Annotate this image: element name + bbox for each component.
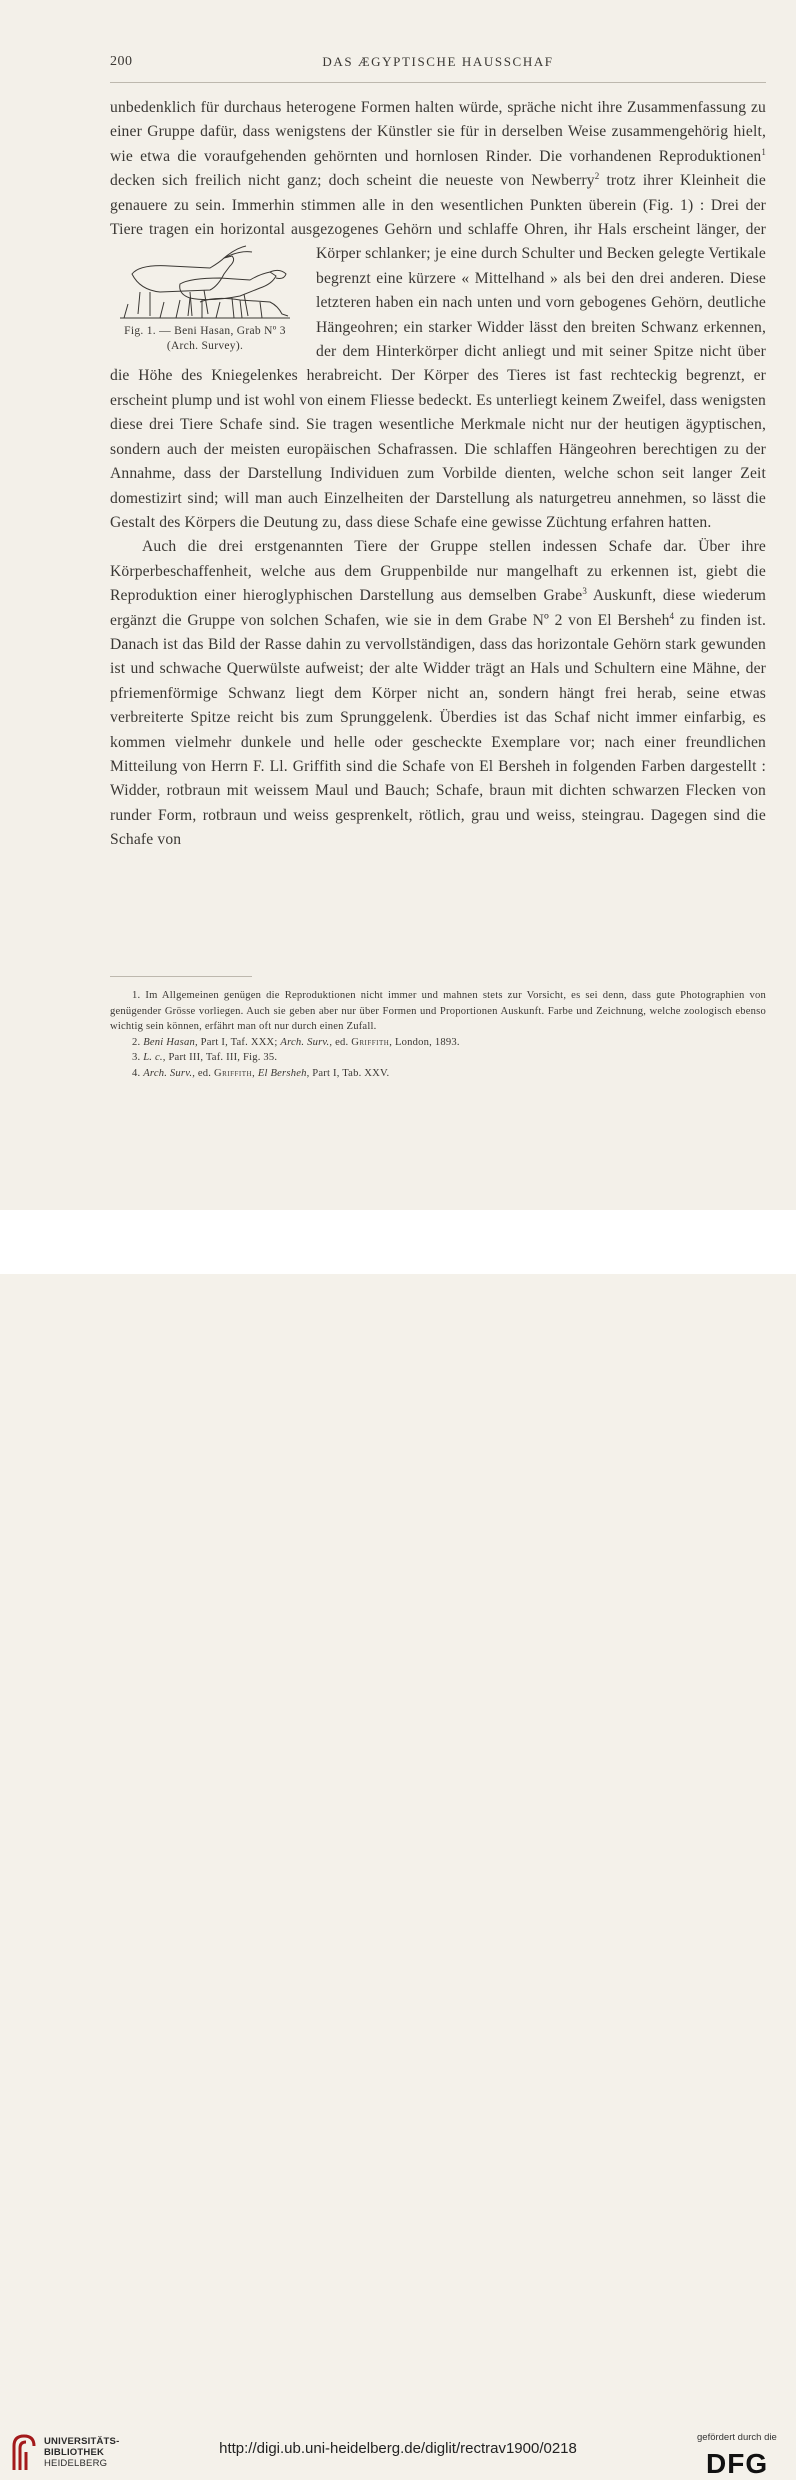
- footnote: 4. Arch. Surv., ed. Griffith, El Bersheh, Part I, Tab. XXV.: [132, 1067, 390, 1079]
- footnote-ref: 3: [582, 585, 587, 596]
- footnotes: [110, 988, 766, 1082]
- running-head: [110, 54, 766, 76]
- paragraph-text: trotz ihrer Kleinheit die genauere zu sein. Immerhin stimmen alle in den wesentlichen Punkten überein (Fig. 1) : Drei der Tiere tragen ein horizontal ausgezogenes Gehörn und schlaffe Ohren, ihr Hals erscheint: [110, 172, 766, 239]
- sheep-illustration: [120, 244, 290, 322]
- funding-caption: gefördert durch die: [697, 2432, 777, 2443]
- permalink-url[interactable]: http://digi.ub.uni-heidelberg.de/diglit/rectrav1900/0218: [219, 2440, 577, 2457]
- footnote-ref: 4: [669, 610, 675, 621]
- footnote-ref: 2: [594, 171, 600, 182]
- footnote-ref: 1: [761, 146, 766, 157]
- page-number: 200: [110, 54, 133, 69]
- footnote: 3. L. c., Part III, Taf. III, Fig. 35.: [132, 1052, 278, 1064]
- main-text: [110, 96, 766, 853]
- digitization-footer: [0, 1210, 796, 2479]
- header-rule: [110, 82, 766, 83]
- running-title: DAS ÆGYPTISCHE HAUSSCHAF: [322, 54, 554, 69]
- paragraph: Auch die drei erstgenannten Tiere der Gruppe stellen indessen Schafe dar. Über ihre Körperbeschaffenheit, welche aus dem Gruppenbilde nur mangelhaft zu erkennen ist, giebt die Reproduktion einer hieroglyphischen Darstellung aus demselben Grabe$^3$ Auskunft, diese wiederum ergänzt die Gruppe von solchen Schafen, wie sie in dem Grabe Nº 2 von El Bersheh$^4$ zu finden ist. Danach ist das Bild der Rasse dahin zu vervollständigen, dass das horizontale Gehörn stark gewunden ist und schwache Querwülste aufweist; der alte Widder trägt an Hals und Schultern eine Mähne, der pfriemenförmige Schwanz liegt dem Körper nicht an, sondern hängt frei herab, seine etwas verbreiterte Spitze reicht bis zum Sprunggelenk. Überdies ist das Schaf nicht immer einfarbig, es kommen vielmehr dunkele und helle oder gescheckte Exemplare vor; nach einer freundlichen Mitteilung von Herrn F. Ll. Griffith sind die Schafe von El Bersheh in folgenden Farben dargestellt : Widder, rotbraun mit weissem Maul und Bauch; Schafe, braun mit dichten schwarzen Flecken von runder Form, rotbraun und weiss gesprenkelt, rötlich, grau und weiss, steingrau. Dagegen sind die Schafe von: [110, 538, 767, 849]
- footnote: 2. Beni Hasan, Part I, Taf. XXX; Arch. Surv., ed. Griffith, London, 1893.: [132, 1036, 460, 1048]
- book-page: [0, 0, 796, 1210]
- paragraph-text: länger, der Körper schlanker; je eine durch Schulter und Becken gelegte Vertikale begrenzt eine kürzere « Mittelhand » als bei den drei anderen. Diese letzteren haben ein nach unten und vorn gebogenes Gehörn, deutliche Hängeohren; ein starker Widder lässt den breiten Schwanz erkennen, der dem Hinterkörper dicht anliegt und mit seiner Spitze nicht über die Höhe des Kniegelenkes herabreicht. Der Körper des Tieres ist fast rechteckig begrenzt, er erscheint plump und ist wohl von einem Fliesse bedeckt. Es unterliegt keinem Zweifel, dass wenigsten diese drei Tiere Schafe sind. Sie tragen wesentliche Merkmale nicht nur der heutigen ägyptischen, sondern auch der meisten europäischen Schafrassen. Die schlaffen Hängeohren berechtigen zu der Annahme, dass der Darstellung Individuen zum Vorbilde dienten, welche schon seit langer Zeit domestizirt sind; will man auch Einzelheiten der Darstellung als naturgetreu annehmen, so lässt die Gestalt des Körpers die Deutung zu, dass diese Schafe eine gewisse Züchtung erfahren hatten.: [110, 221, 766, 531]
- footnote-rule: [110, 976, 252, 977]
- figure-caption: Fig. 1. — Beni Hasan, Grab Nº 3 (Arch. Survey).: [124, 325, 286, 353]
- footnote: 1. Im Allgemeinen genügen die Reproduktionen nicht immer und mahnen stets zur Vorsicht, es sei denn, dass gute Photographien von genügender Grösse vorliegen. Auch sie geben aber nur über Formen und Proportionen Auskunft. Farbe und Zeichnung, welche zoologisch ebenso wichtig sein können, erfährt man oft nur durch einen Zufall.: [110, 990, 766, 1033]
- dfg-logo[interactable]: DFG: [706, 2448, 769, 2479]
- library-name: UNIVERSITÄTS- BIBLIOTHEK HEIDELBERG: [44, 2436, 120, 2469]
- figure-sheep-group: [102, 242, 308, 362]
- paragraph: unbedenklich für durchaus heterogene Formen halten würde, spräche nicht ihre Zusammenfassung zu einer Gruppe dafür, dass wenigstens der Künstler sie für in derselben Weise zusammengehörig hielt, wie etwa die voraufgehenden gehörnten und hornlosen Rinder. Die vorhandenen Reproduktionen$^1$ decken sich freilich nicht ganz; doch scheint die neueste von Newberry$^2$ trotz ihrer Kleinheit die genauere zu sein. Immerhin stimmen alle in den wesentlichen Punkten überein (Fig. 1) : Drei der Tiere tragen ein horizontal ausgezogenes Gehörn und schlaffe Ohren, ihr Hals erscheint Fig. 1. — Beni Hasan, Grab Nº 3 (Arch. Survey). länger, der Körper schlanker; je eine durch Schulter und Becken gelegte Vertikale begrenzt eine kürzere « Mittelhand » als bei den drei anderen. Diese letzteren haben ein nach unten und vorn gebogenes Gehörn, deutliche Hängeohren; ein starker Widder lässt den breiten Schwanz erkennen, der dem Hinterkörper dicht anliegt und mit seiner Spitze nicht über die Höhe des Kniegelenkes herabreicht. Der Körper des Tieres ist fast rechteckig begrenzt, er erscheint plump und ist wohl von einem Fliesse bedeckt. Es unterliegt keinem Zweifel, dass wenigsten diese drei Tiere Schafe sind. Sie tragen wesentliche Merkmale nicht nur der heutigen ägyptischen, sondern auch der meisten europäischen Schafrassen. Die schlaffen Hängeohren berechtigen zu der Annahme, dass der Darstellung Individuen zum Vorbilde dienten, welche schon seit langer Zeit domestizirt sind; will man auch Einzelheiten der Darstellung als naturgetreu annehmen, so lässt die Gestalt des Körpers die Deutung zu, dass diese Schafe eine gewisse Züchtung erfahren hatten.: [110, 96, 766, 535]
